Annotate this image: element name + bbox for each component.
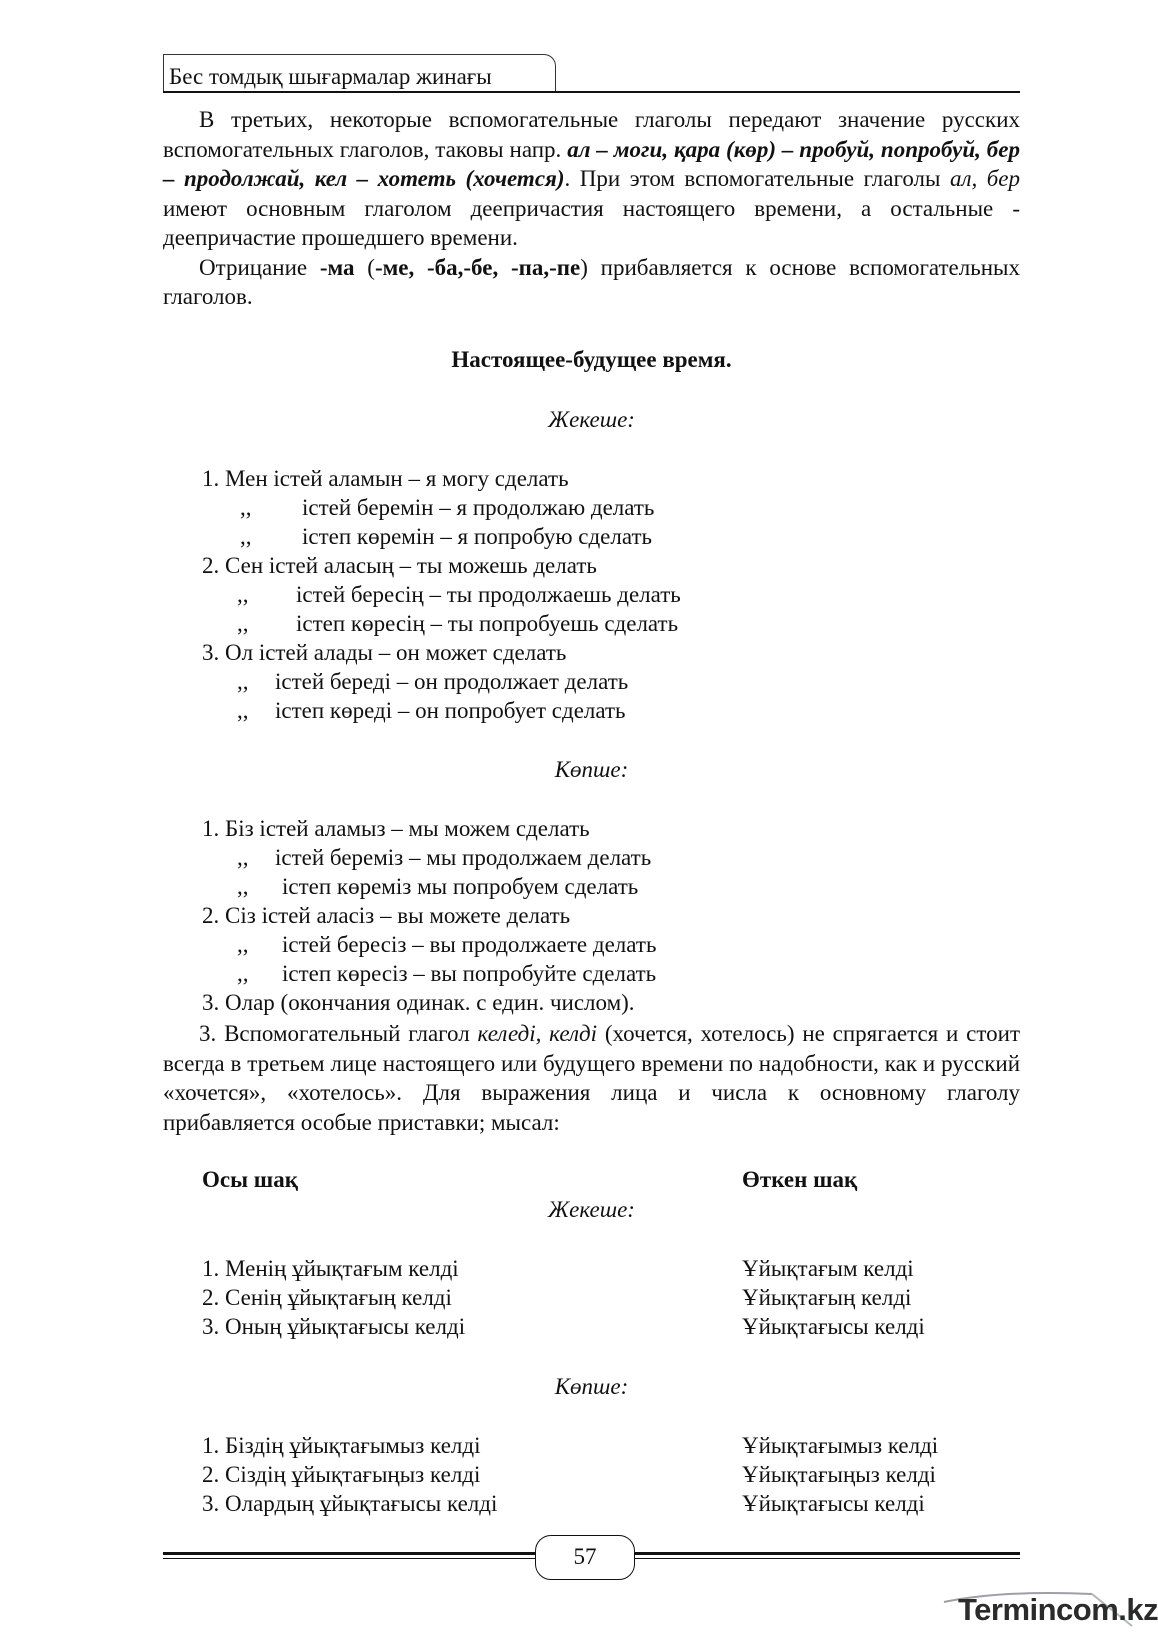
text-run: В третьих, некоторые вспомогательные глаголы передают значение русских вспомогательных глаголов, таковы напр. [163, 107, 1020, 162]
italic-verbs: ал, бер [949, 166, 1020, 191]
ditto-mark: ,, [237, 961, 249, 986]
page-number-frame [535, 1535, 635, 1580]
column-heading-past: Өткен шақ [742, 1167, 858, 1192]
conj-row-num: 3. Ол істей алады – он может сделать [202, 640, 567, 665]
column-heading-present: Осы шақ [202, 1167, 298, 1192]
conj-row-num: 1. Мен істей аламын – я могу сделать [202, 466, 569, 491]
table-row-left: 2. Сіздің ұйықтағыңыз келді [202, 1462, 481, 1487]
footer-rule-right [632, 1552, 1020, 1555]
conj-row: істей береді – он продолжает делать [275, 669, 629, 694]
conj-row-num: 3. Олар (окончания одинак. с един. числом). [202, 990, 635, 1015]
conj-row: істей береміз – мы продолжаем делать [275, 845, 652, 870]
text-run: ) прибавляется к основе вспомогательных глаголов. [163, 254, 1020, 309]
plural-label: Көпше: [554, 757, 629, 782]
italic-examples: ал – моги, қара (көр) – пробуй, попробуй, бер – продолжай, кел – хотеть (хочется) [163, 136, 1020, 191]
conj-row-num: 2. Сіз істей аласіз – вы можете делать [202, 903, 571, 928]
ditto-mark: ,, [240, 495, 252, 520]
watermark-text: Termincom.kz [958, 1592, 1158, 1627]
text-run: Отрицание [199, 254, 320, 280]
ditto-mark: ,, [237, 845, 249, 870]
conj-row: істеп көреді – он попробует сделать [275, 698, 626, 723]
table-plural-label: Көпше: [554, 1374, 629, 1399]
text-run: (хочется, хотелось) не спрягается и стоит всегда в третьем лице настоящего или будущего времени по надобности, как и русский «хочется», «хотелось». Для выражения лица и числа к основному глаголу прибавляется особые приставки; мысал: [163, 1021, 1020, 1135]
footer-rule-left [163, 1552, 538, 1555]
table-row-right: Ұйықтағымыз келді [742, 1433, 939, 1458]
text-run: ( [354, 254, 375, 280]
intro-paragraph-1 [163, 105, 1020, 253]
table-row-right: Ұйықтағың келді [742, 1285, 912, 1310]
footer-rule-left-thin [163, 1558, 538, 1559]
paragraph-3-text [163, 1019, 1020, 1137]
running-title: Бес томдық шығармалар жинағы [169, 64, 492, 89]
table-row-right: Ұйықтағысы келді [742, 1314, 925, 1339]
table-row-left: 3. Оның ұйықтағысы келді [202, 1314, 466, 1339]
table-row-left: 3. Олардың ұйықтағысы келді [202, 1491, 498, 1516]
ditto-mark: ,, [237, 874, 249, 899]
text-run: 3. Вспомогательный глагол [199, 1021, 478, 1046]
watermark-logo [942, 1588, 1158, 1630]
table-row-left: 1. Менің ұйықтағым келді [202, 1256, 459, 1281]
conj-row: істей бересіз – вы продолжаете делать [282, 932, 657, 957]
text-run: имеют основным глаголом деепричастия настоящего времени, а остальные - деепричастие прошедшего времени. [163, 195, 1020, 250]
table-row-left: 1. Біздің ұйықтағымыз келді [202, 1433, 481, 1458]
table-row-right: Ұйықтағыңыз келді [742, 1462, 936, 1487]
conj-row: істеп көреміз мы попробуем сделать [282, 874, 639, 899]
ditto-mark: ,, [237, 669, 249, 694]
conj-row: істеп көресің – ты попробуешь сделать [296, 611, 679, 636]
table-row-right: Ұйықтағысы келді [742, 1491, 925, 1516]
text-run: . При этом вспомогательные глаголы [564, 166, 950, 191]
conj-row-num: 2. Сен істей аласың – ты можешь делать [202, 553, 597, 578]
header-rule [163, 91, 1020, 93]
paragraph-3 [163, 1019, 1020, 1137]
singular-label: Жекеше: [548, 407, 635, 432]
italic-verb: келеді, келді [477, 1021, 598, 1046]
conj-row-num: 1. Біз істей аламыз – мы можем сделать [202, 816, 590, 841]
intro-paragraph-2 [163, 253, 1020, 312]
conj-row: істеп көремін – я попробую сделать [302, 524, 653, 549]
page-number: 57 [573, 1544, 597, 1569]
table-singular-label: Жекеше: [548, 1197, 635, 1222]
footer-rule-right-thin [632, 1558, 1020, 1559]
table-row-left: 2. Сенің ұйықтағың келді [202, 1285, 452, 1310]
ditto-mark: ,, [237, 582, 249, 607]
bold-suffix: -ма [319, 254, 355, 280]
bold-suffixes: -ме, -ба,-бе, -па,-пе [374, 254, 581, 280]
section-heading: Настоящее-будущее время. [451, 347, 732, 372]
conj-row: істей беремін – я продолжаю делать [302, 495, 655, 520]
intro-text [163, 105, 1020, 312]
ditto-mark: ,, [237, 698, 249, 723]
ditto-mark: ,, [237, 611, 249, 636]
ditto-mark: ,, [240, 524, 252, 549]
conj-row: істеп көресіз – вы попробуйте сделать [282, 961, 657, 986]
running-header [163, 54, 1158, 92]
conj-row: істей бересің – ты продолжаешь делать [296, 582, 681, 607]
table-row-right: Ұйықтағым келді [742, 1256, 914, 1281]
ditto-mark: ,, [237, 932, 249, 957]
